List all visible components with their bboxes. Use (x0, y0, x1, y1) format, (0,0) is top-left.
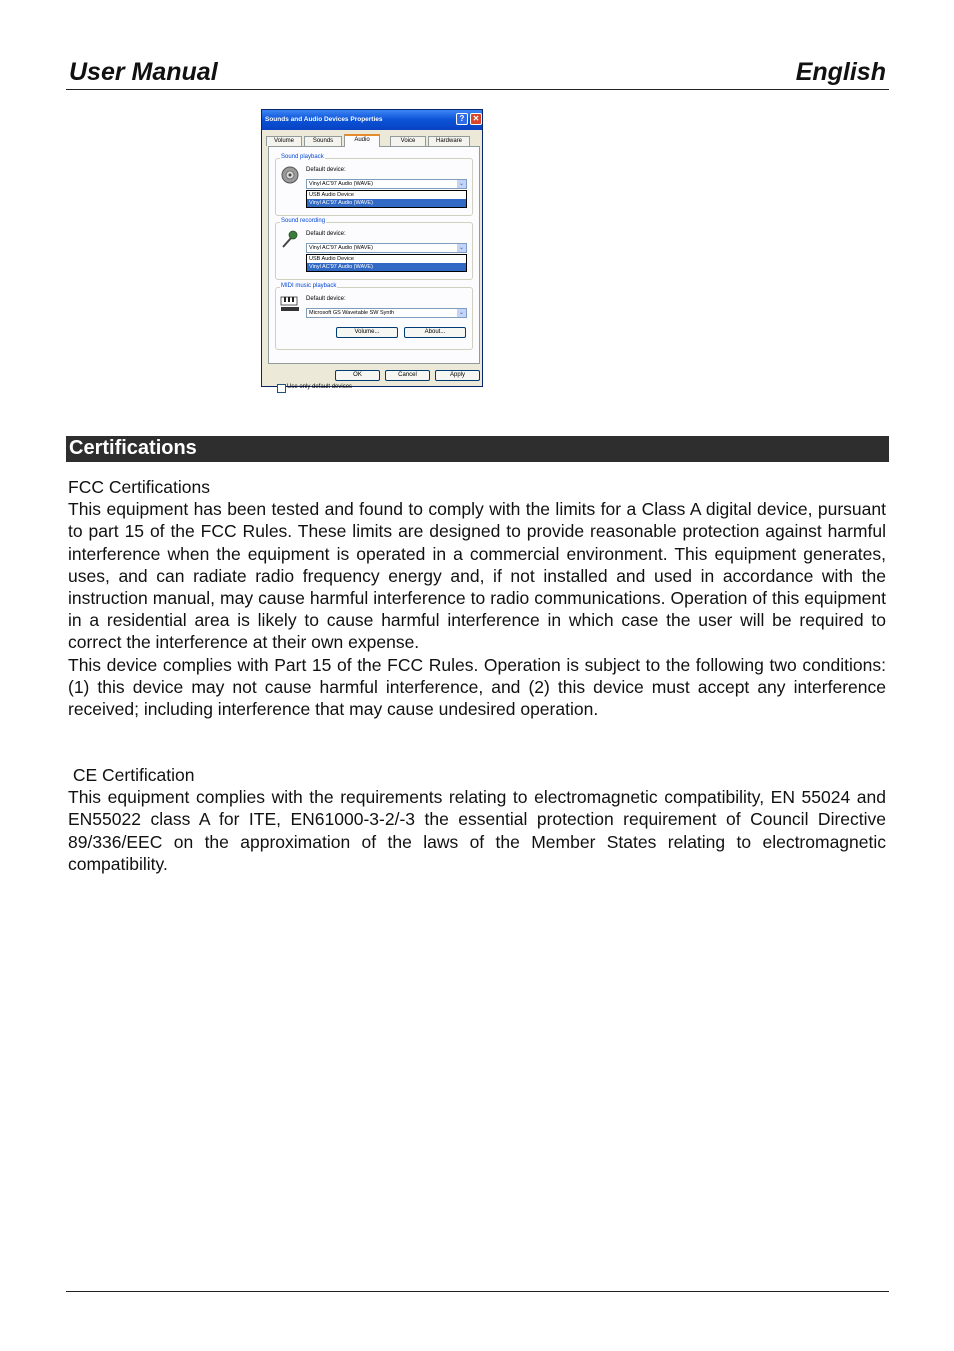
tab-audio[interactable]: Audio (344, 134, 380, 147)
recording-option[interactable]: USB Audio Device (309, 256, 354, 262)
microphone-icon (280, 229, 300, 249)
midi-legend: MIDI music playback (281, 283, 337, 289)
fcc-paragraph-1: This equipment has been tested and found to comply with the limits for a Class A digital device, pursuant to part 15 of the FCC Rules. These limits are designed to provide reasonable protection against harmful interference when the equipment is operated in a commercial environment. This equipment generates, uses, and can radiate radio frequency energy and, if not installed and used in accordance with the instruction manual, may cause harmful interference to radio communications. Operation of this equipment in a residential area is likely to cause harmful interference in which case the user will be required to correct the interference at their own expense. (68, 499, 886, 653)
speaker-icon (280, 165, 300, 185)
recording-legend: Sound recording (281, 218, 326, 224)
tab-voice[interactable]: Voice (390, 136, 426, 146)
apply-button[interactable]: Apply (435, 370, 480, 381)
fcc-paragraph-2: This device complies with Part 15 of the FCC Rules. Operation is subject to the following two conditions: (1) this device may not cause harmful interference, and (2) this device must accept any interference received; including interference that may cause undesired operation. (68, 654, 886, 720)
sound-properties-dialog (261, 109, 483, 390)
ok-button[interactable]: OK (335, 370, 380, 381)
midi-device-select[interactable] (306, 308, 467, 318)
default-devices-label: Use only default devices (287, 384, 353, 390)
header-title: User Manual (69, 58, 218, 86)
midi-keyboard-icon (280, 294, 300, 314)
page-header (66, 56, 889, 90)
playback-option-selected[interactable]: Vinyl AC'97 Audio (WAVE) (307, 199, 466, 207)
help-button[interactable]: ? (456, 113, 468, 125)
midi-label: Default device: (306, 296, 346, 302)
recording-label: Default device: (306, 231, 346, 237)
recording-group (275, 218, 473, 280)
recording-option-selected[interactable]: Vinyl AC'97 Audio (WAVE) (307, 263, 466, 271)
dialog-title: Sounds and Audio Devices Properties (265, 116, 383, 123)
playback-legend: Sound playback (281, 154, 324, 160)
playback-option[interactable]: USB Audio Device (309, 192, 354, 198)
section-title: Certifications (69, 437, 197, 459)
footer-divider (66, 1291, 889, 1292)
chevron-down-icon[interactable]: ⌄ (458, 181, 465, 187)
playback-label: Default device: (306, 167, 346, 173)
fcc-block (68, 476, 886, 720)
about-button[interactable]: About... (404, 327, 466, 338)
playback-selected: Vinyl AC'97 Audio (WAVE) (309, 181, 373, 187)
tab-sounds[interactable]: Sounds (304, 136, 342, 146)
ce-paragraph: This equipment complies with the requirements relating to electromagnetic compatibility, EN 55024 and EN55022 class A for ITE, EN61000-3-2/-3 the essential protection requirement of Council Directive 89/336/EEC on the approximation of the laws of the Member States relating to electromagnetic compatibility. (68, 787, 886, 874)
playback-group (275, 154, 473, 216)
playback-dropdown-list (306, 190, 467, 208)
ce-block (68, 764, 886, 875)
tab-hardware[interactable]: Hardware (428, 136, 470, 146)
header-language: English (795, 58, 886, 86)
midi-group (275, 283, 473, 350)
recording-selected: Vinyl AC'97 Audio (WAVE) (309, 245, 373, 251)
dialog-titlebar (262, 110, 482, 130)
cancel-button[interactable]: Cancel (385, 370, 430, 381)
section-heading-bar (66, 436, 889, 462)
ce-heading: CE Certification (68, 765, 195, 785)
default-devices-checkbox[interactable] (277, 384, 286, 393)
playback-device-select[interactable] (306, 179, 467, 189)
chevron-down-icon[interactable]: ⌄ (458, 310, 465, 316)
close-button[interactable]: ✕ (470, 113, 482, 125)
chevron-down-icon[interactable]: ⌄ (458, 245, 465, 251)
volume-button[interactable]: Volume... (336, 327, 398, 338)
midi-selected: Microsoft GS Wavetable SW Synth (309, 310, 395, 316)
tab-volume[interactable]: Volume (266, 136, 302, 146)
recording-device-select[interactable] (306, 243, 467, 253)
recording-dropdown-list (306, 254, 467, 272)
fcc-heading: FCC Certifications (68, 477, 210, 497)
